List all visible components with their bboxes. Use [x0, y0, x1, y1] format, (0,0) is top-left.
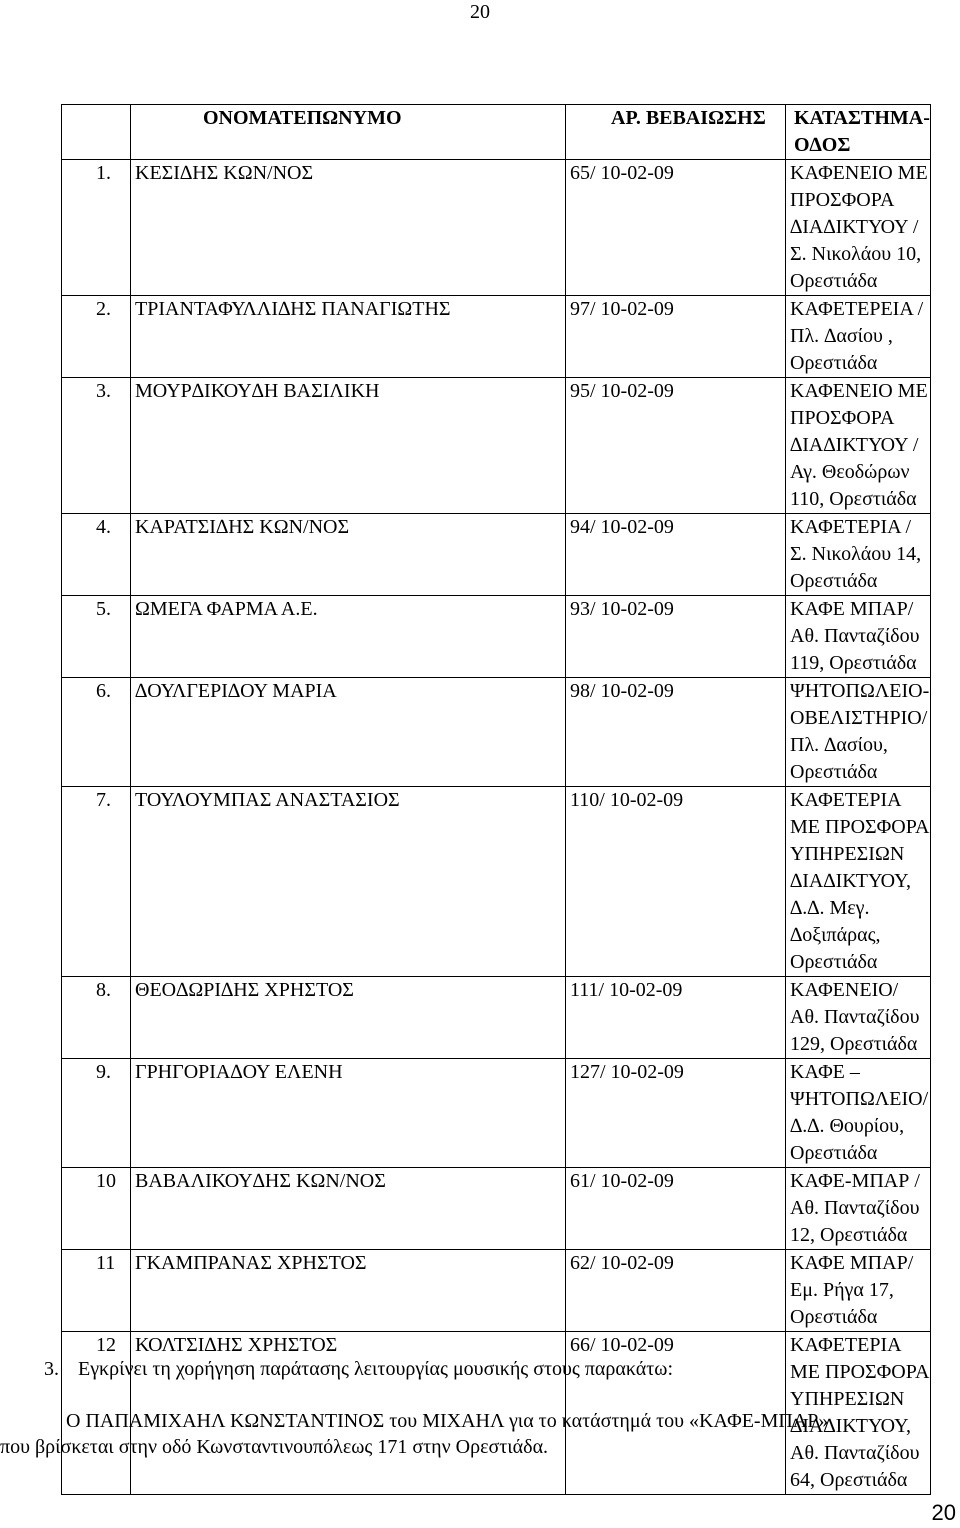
row-name: ΚΟΛΤΣΙ∆ΗΣ ΧΡΗΣΤΟΣ: [131, 1332, 566, 1495]
row-number: 6.: [62, 678, 131, 787]
row-name: ΚΑΡΑΤΣΙ∆ΗΣ ΚΩΝ/ΝΟΣ: [131, 514, 566, 596]
table-row: [62, 787, 931, 977]
table-row: [62, 378, 931, 514]
row-shop-address: ΚΑΦΕΤΕΡΙΑ ΜΕ ΠΡΟΣΦΟΡΑ ΥΠΗΡΕΣΙΩΝ ∆ΙΑ∆ΙΚΤΥΟΥ, ∆.∆. Μεγ. ∆οξιπάρας, Ορεστιάδα: [786, 787, 931, 977]
row-number: 3.: [62, 378, 131, 514]
table-row: [62, 1168, 931, 1250]
row-number: 12: [62, 1332, 131, 1495]
table-body: [62, 105, 931, 1495]
row-shop-address: ΚΑΦΕΤΕΡΙΑ ΜΕ ΠΡΟΣΦΟΡΑ ΥΠΗΡΕΣΙΩΝ ∆ΙΑ∆ΙΚΤΥΟΥ, Αθ. Πανταζίδου 64, Ορεστιάδα: [786, 1332, 931, 1495]
page-number-bottom: 20: [931, 1500, 956, 1525]
row-shop-address: ΚΑΦΕ-ΜΠΑΡ / Αθ. Πανταζίδου 12, Ορεστιάδα: [786, 1168, 931, 1250]
header-name: ΟΝΟΜΑΤΕΠΩΝΥΜΟ: [131, 105, 566, 160]
section-3-number: 3.: [44, 1358, 59, 1380]
paragraph-line-1: Ο ΠΑΠΑΜΙΧΑΗΛ ΚΩΝΣΤΑΝΤΙΝΟΣ του ΜΙΧΑΗΛ για το κατάστημά του «ΚΑΦΕ-ΜΠΑΡ»: [66, 1410, 829, 1432]
table-row: [62, 596, 931, 678]
row-name: ΚΕΣΙ∆ΗΣ ΚΩΝ/ΝΟΣ: [131, 160, 566, 296]
row-certificate: 93/ 10-02-09: [566, 596, 786, 678]
row-certificate: 98/ 10-02-09: [566, 678, 786, 787]
row-shop-address: ΚΑΦΕ – ΨΗΤΟΠΩΛΕΙΟ/ ∆.∆. Θουρίου, Ορεστιάδα: [786, 1059, 931, 1168]
table-row: [62, 296, 931, 378]
table-header-row: [62, 105, 931, 160]
row-name: ΤΡΙΑΝΤΑΦΥΛΛΙ∆ΗΣ ΠΑΝΑΓΙΩΤΗΣ: [131, 296, 566, 378]
row-number: 7.: [62, 787, 131, 977]
row-certificate: 62/ 10-02-09: [566, 1250, 786, 1332]
header-cert: ΑΡ. ΒΕΒΑΙΩΣΗΣ: [566, 105, 786, 160]
section-3: [44, 1356, 673, 1382]
row-certificate: 66/ 10-02-09: [566, 1332, 786, 1495]
row-certificate: 61/ 10-02-09: [566, 1168, 786, 1250]
table-row: [62, 678, 931, 787]
row-shop-address: ΚΑΦΕΝΕΙΟ ΜΕ ΠΡΟΣΦΟΡΑ ∆ΙΑ∆ΙΚΤΥΟΥ / Σ. Νικολάου 10, Ορεστιάδα: [786, 160, 931, 296]
row-name: ∆ΟΥΛΓΕΡΙ∆ΟΥ ΜΑΡΙΑ: [131, 678, 566, 787]
row-number: 2.: [62, 296, 131, 378]
row-name: ΒΑΒΑΛΙΚΟΥ∆ΗΣ ΚΩΝ/ΝΟΣ: [131, 1168, 566, 1250]
row-name: ΓΡΗΓΟΡΙΑ∆ΟΥ ΕΛΕΝΗ: [131, 1059, 566, 1168]
table-row: [62, 514, 931, 596]
row-name: ΜΟΥΡ∆ΙΚΟΥ∆Η ΒΑΣΙΛΙΚΗ: [131, 378, 566, 514]
row-certificate: 110/ 10-02-09: [566, 787, 786, 977]
row-number: 8.: [62, 977, 131, 1059]
paragraph-line-2: που βρίσκεται στην οδό Κωνσταντινουπόλεως 171 στην Ορεστιάδα.: [0, 1436, 549, 1458]
table-row: [62, 1059, 931, 1168]
section-3-text: Εγκρίνει τη χορήγηση παράτασης λειτουργίας μουσικής στους παρακάτω:: [78, 1358, 674, 1380]
row-certificate: 94/ 10-02-09: [566, 514, 786, 596]
row-name: ΩΜΕΓΑ ΦΑΡΜΑ Α.Ε.: [131, 596, 566, 678]
row-number: 9.: [62, 1059, 131, 1168]
row-shop-address: ΨΗΤΟΠΩΛΕΙΟ-ΟΒΕΛΙΣΤΗΡΙΟ/ Πλ. ∆ασίου, Ορεστιάδα: [786, 678, 931, 787]
row-certificate: 97/ 10-02-09: [566, 296, 786, 378]
row-number: 4.: [62, 514, 131, 596]
row-shop-address: ΚΑΦΕΝΕΙΟ ΜΕ ΠΡΟΣΦΟΡΑ ∆ΙΑ∆ΙΚΤΥΟΥ / Αγ. Θεοδώρων 110, Ορεστιάδα: [786, 378, 931, 514]
row-shop-address: ΚΑΦΕ ΜΠΑΡ/ Αθ. Πανταζίδου 119, Ορεστιάδα: [786, 596, 931, 678]
row-number: 10: [62, 1168, 131, 1250]
table-row: [62, 160, 931, 296]
row-number: 1.: [62, 160, 131, 296]
row-certificate: 127/ 10-02-09: [566, 1059, 786, 1168]
row-shop-address: ΚΑΦΕΤΕΡΙΑ / Σ. Νικολάου 14, Ορεστιάδα: [786, 514, 931, 596]
row-name: ΘΕΟ∆ΩΡΙ∆ΗΣ ΧΡΗΣΤΟΣ: [131, 977, 566, 1059]
row-number: 11: [62, 1250, 131, 1332]
header-shop: ΚΑΤΑΣΤΗΜΑ-Ο∆ΟΣ: [786, 105, 931, 160]
row-certificate: 95/ 10-02-09: [566, 378, 786, 514]
table-row: [62, 977, 931, 1059]
row-shop-address: ΚΑΦΕΤΕΡΕΙΑ / Πλ. ∆ασίου , Ορεστιάδα: [786, 296, 931, 378]
row-number: 5.: [62, 596, 131, 678]
row-shop-address: ΚΑΦΕΝΕΙΟ/ Αθ. Πανταζίδου 129, Ορεστιάδα: [786, 977, 931, 1059]
table-row: [62, 1250, 931, 1332]
page-number-top: 20: [470, 1, 490, 23]
licenses-table: [61, 104, 931, 1495]
row-name: ΤΟΥΛΟΥΜΠΑΣ ΑΝΑΣΤΑΣΙΟΣ: [131, 787, 566, 977]
header-num-cell: [62, 105, 131, 160]
row-shop-address: ΚΑΦΕ ΜΠΑΡ/ Εμ. Ρήγα 17, Ορεστιάδα: [786, 1250, 931, 1332]
row-name: ΓΚΑΜΠΡΑΝΑΣ ΧΡΗΣΤΟΣ: [131, 1250, 566, 1332]
row-certificate: 65/ 10-02-09: [566, 160, 786, 296]
row-certificate: 111/ 10-02-09: [566, 977, 786, 1059]
approval-paragraph: [0, 1408, 960, 1460]
